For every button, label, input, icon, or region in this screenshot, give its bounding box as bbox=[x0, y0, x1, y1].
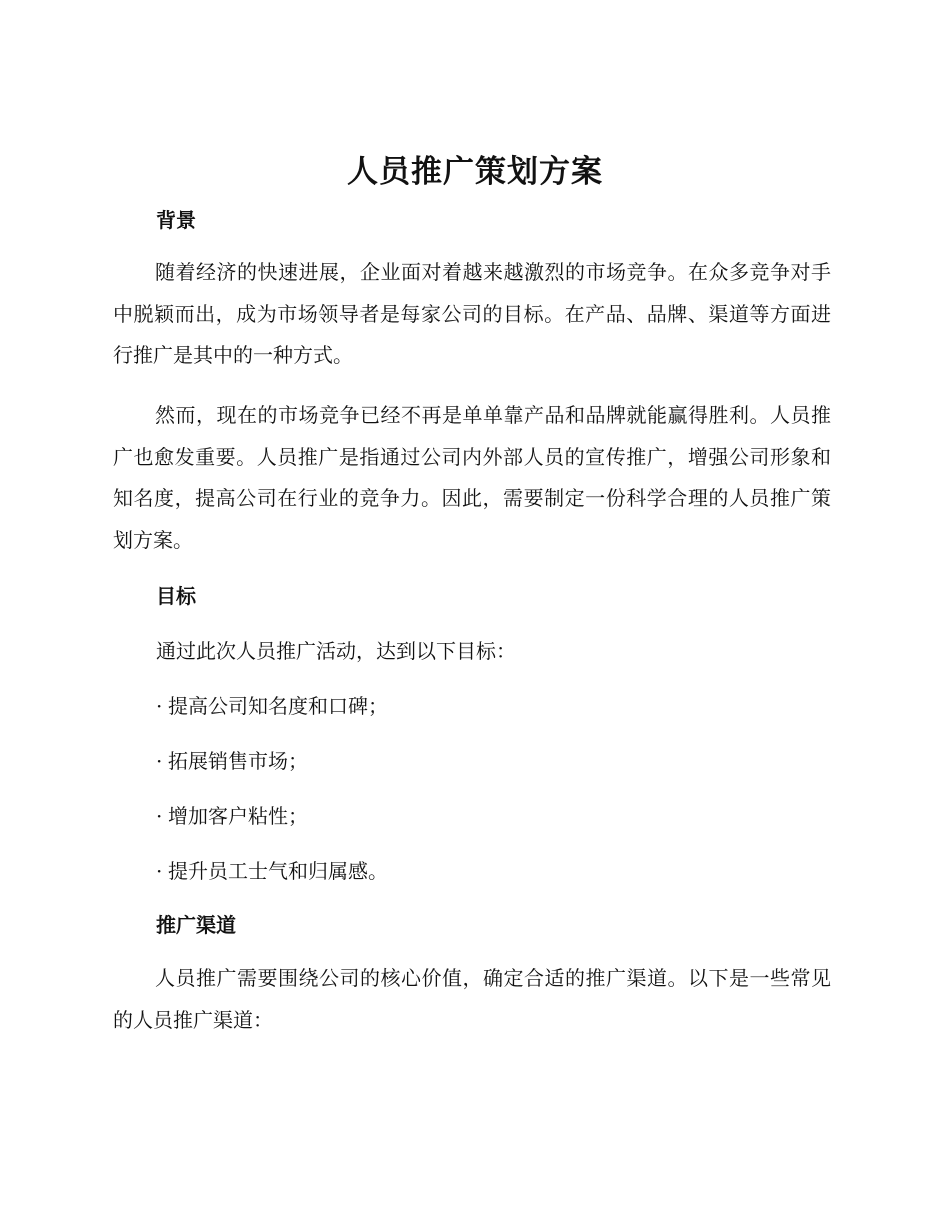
goals-intro: 通过此次人员推广活动，达到以下目标： bbox=[156, 639, 516, 663]
goal-list-item bbox=[156, 691, 388, 721]
section-heading-background: 背景 bbox=[156, 208, 196, 232]
goal-list-item bbox=[156, 856, 388, 886]
bullet-marker: · bbox=[156, 859, 163, 883]
background-paragraph-2: 然而，现在的市场竞争已经不再是单单靠产品和品牌就能赢得胜利。人员推广也愈发重要。人员推广是指通过公司内外部人员的宣传推广，增强公司形象和知名度，提高公司在行业的竞争力。因此，需要制定一份科学合理的人员推广策划方案。 bbox=[113, 403, 831, 552]
document-title: 人员推广策划方案 bbox=[347, 154, 603, 190]
channels-paragraph: 人员推广需要围绕公司的核心价值，确定合适的推广渠道。以下是一些常见的人员推广渠道： bbox=[113, 966, 831, 1032]
goal-list-item bbox=[156, 746, 308, 776]
goal-list-item-text: 提升员工士气和归属感。 bbox=[168, 859, 388, 883]
goal-list-item-text: 提高公司知名度和口碑； bbox=[168, 694, 388, 718]
bullet-marker: · bbox=[156, 804, 163, 828]
goal-list-item bbox=[156, 801, 308, 831]
section-heading-channels: 推广渠道 bbox=[156, 913, 236, 937]
goal-list-item-text: 增加客户粘性； bbox=[168, 804, 308, 828]
background-paragraph-1: 随着经济的快速进展，企业面对着越来越激烈的市场竞争。在众多竞争对手中脱颖而出，成为市场领导者是每家公司的目标。在产品、品牌、渠道等方面进行推广是其中的一种方式。 bbox=[113, 260, 831, 367]
bullet-marker: · bbox=[156, 749, 163, 773]
bullet-marker: · bbox=[156, 694, 163, 718]
section-heading-goals: 目标 bbox=[156, 584, 196, 608]
goal-list-item-text: 拓展销售市场； bbox=[168, 749, 308, 773]
